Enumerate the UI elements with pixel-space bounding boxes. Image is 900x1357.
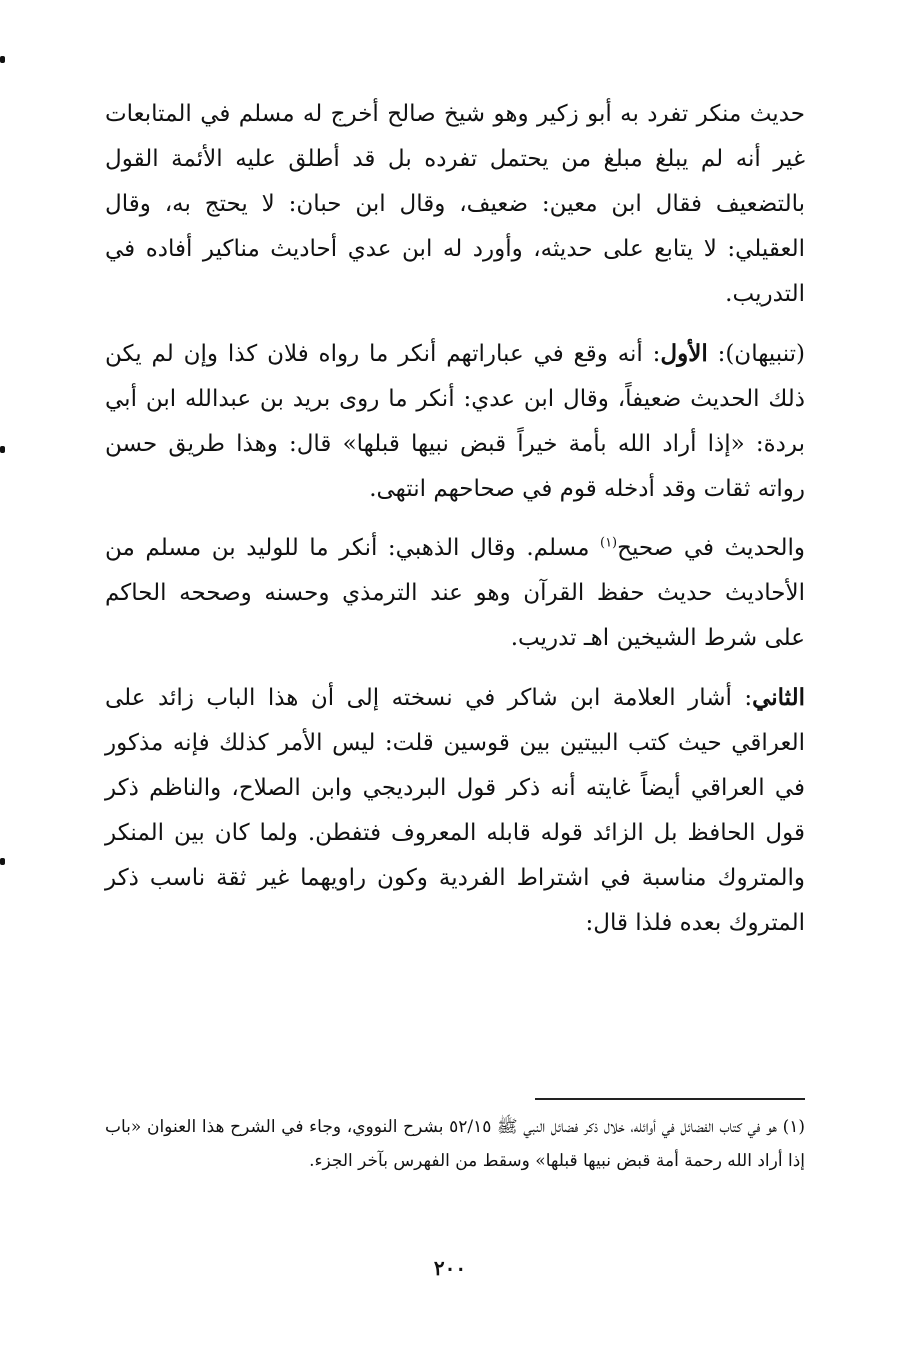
first-note-label: الأول: [660, 340, 708, 367]
footnote-reference: (١): [599, 535, 618, 551]
paragraph-3-rest: مسلم. وقال الذهبي: أنكر ما للوليد بن مسلم من الأحاديث حديث حفظ القرآن وهو عند الترمذي وحسنه وصححه الحاكم على شرط الشيخين اهـ تدريب.: [105, 535, 805, 651]
paragraph-3-start: والحديث في صحيح: [617, 535, 805, 561]
paragraph-1: حديث منكر تفرد به أبو زكير وهو شيخ صالح أخرج له مسلم في المتابعات غير أنه لم يبلغ مبلغ من يحتمل تفرده بل قد أطلق عليه الأئمة القول بالتضعيف فقال ابن معين: ضعيف، وقال ابن حبان: لا يحتج به، وقال العقيلي: لا يتابع على حديثه، وأورد له ابن عدي أحاديث مناكير أفاده في التدريب.: [105, 101, 805, 307]
footnote-1: (١) هو في كتاب الفضائل في أوائله، خلال ذكر فضائل النبي ﷺ ٥٢/١٥ بشرح النووي، وجاء في الشرح هذا العنوان «باب إذا أراد الله رحمة أمة قبض نبيها قبلها» وسقط من الفهرس بآخر الجزء.: [105, 1117, 806, 1171]
second-note-text: : أشار العلامة ابن شاكر في نسخته إلى أن هذا الباب زائد على العراقي حيث كتب البيتين بين قوسين قلت: ليس الأمر كذلك فإنه مذكور في العراقي أيضاً غايته أنه ذكر قول البرديجي وابن الصلاح، والناظم ذكر قول الحافظ بل الزائد قوله قابله المعروف فتفطن. ولما كان بين المنكر والمتروك مناسبة في اشتراط الفردية وكون راويهما غير ثقة ناسب ذكر المتروك بعده فلذا قال:: [105, 685, 805, 936]
margin-mark: [0, 858, 5, 865]
main-text: [105, 92, 805, 960]
paragraph-2-notes: [105, 331, 805, 512]
notes-heading: (تنبيهان):: [707, 341, 806, 367]
paragraph-3: [105, 526, 805, 661]
footnotes: [105, 1110, 805, 1178]
margin-mark: [0, 56, 5, 63]
first-note-text: : أنه وقع في عباراتهم أنكر ما رواه فلان كذا وإن لم يكن ذلك الحديث ضعيفاً، وقال ابن عدي: أنكر ما روى بريد بن عبدالله ابن أبي بردة: «إذا أراد الله بأمة خيراً قبض نبيها قبلها» قال: وهذا طريق حسن رواته ثقات وقد أدخله قوم في صحاحهم انتهى.: [105, 341, 805, 502]
margin-mark: [0, 446, 5, 453]
paragraph-4-second-note: [105, 675, 805, 946]
second-note-label: الثاني: [752, 684, 805, 711]
page-number: ٢٠٠: [433, 1256, 467, 1280]
footnote-separator: [535, 1098, 805, 1100]
